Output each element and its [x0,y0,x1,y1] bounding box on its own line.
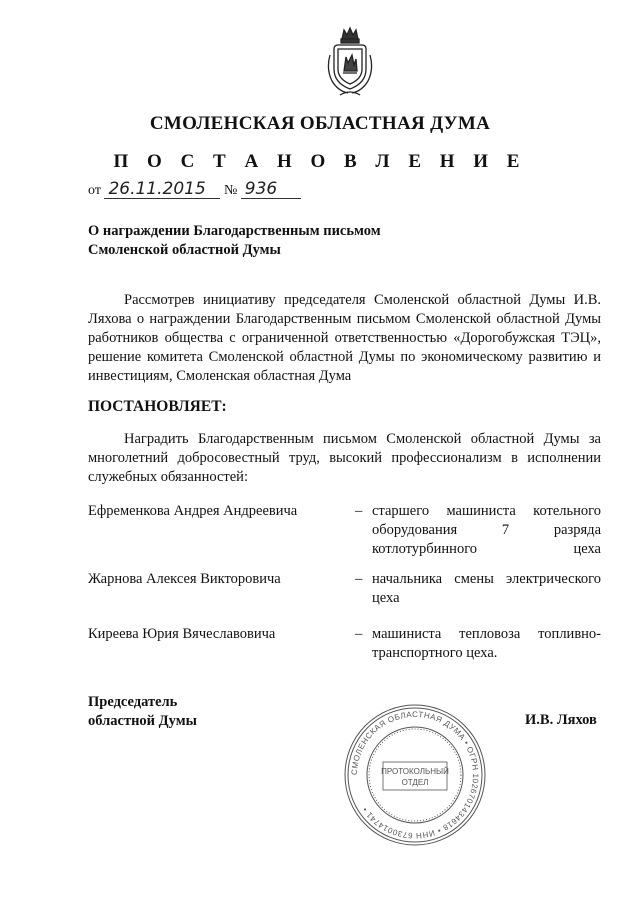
document-type-heading: П О С Т А Н О В Л Е Н И Е [113,151,527,172]
award-paragraph: Наградить Благодарственным письмом Смоленской областной Думы за многолетний добросовестный труд, высокий профессионализм в исполнении служебных обязанностей: [88,431,601,485]
subject-line-1: О награждении Благодарственным письмом [88,223,381,239]
signatory-title-line-1: Председатель [88,694,178,710]
awardee-name: Жарнова Алексея Викторовича [88,571,281,587]
awardee-dash: – [355,626,363,642]
stamp-center-line-1: ПРОТОКОЛЬНЫЙ [381,767,449,776]
handwritten-date: 26.11.2015 [104,180,220,199]
date-prefix: от [88,183,101,198]
stamp-ring-text: СМОЛЕНСКАЯ ОБЛАСТНАЯ ДУМА • ОГРН 1026701434618 • ИНН 6730014741 • [349,709,481,841]
date-number-line [88,180,301,199]
number-prefix: № [223,183,238,198]
document-subject [88,222,381,260]
subject-line-2: Смоленской областной Думы [88,242,281,258]
awardee-name: Ефременкова Андрея Андреевича [88,503,298,519]
awardee-role: машиниста тепловоза топливно-транспортного цеха. [372,626,601,661]
official-stamp [340,700,490,850]
handwritten-number: 936 [241,180,301,199]
preamble-paragraph: Рассмотрев инициативу председателя Смоленской областной Думы И.В. Ляхова о награждении Благодарственным письмом Смоленской областной Думы работников общества с ограниченной ответственностью «Дорогобужская ТЭЦ», решение комитета Смоленской областной Думы по экономическому развитию и инвестициям, Смоленская областная Дума [88,292,601,384]
signatory-name: И.В. Ляхов [525,712,597,728]
resolves-heading: ПОСТАНОВЛЯЕТ: [88,398,227,415]
awardee-name: Киреева Юрия Вячеславовича [88,626,276,642]
coat-of-arms-emblem [326,25,374,97]
awardee-dash: – [355,503,363,519]
awardee-role: начальника смены электрического цеха [372,571,601,606]
organization-title: СМОЛЕНСКАЯ ОБЛАСТНАЯ ДУМА [149,113,491,134]
awardee-role: старшего машиниста котельного оборудования 7 разряда котлотурбинного цеха [372,503,601,557]
signatory-title-line-2: областной Думы [88,713,197,729]
signatory-title [88,693,197,731]
awardee-dash: – [355,571,363,587]
stamp-center-line-2: ОТДЕЛ [401,778,429,787]
